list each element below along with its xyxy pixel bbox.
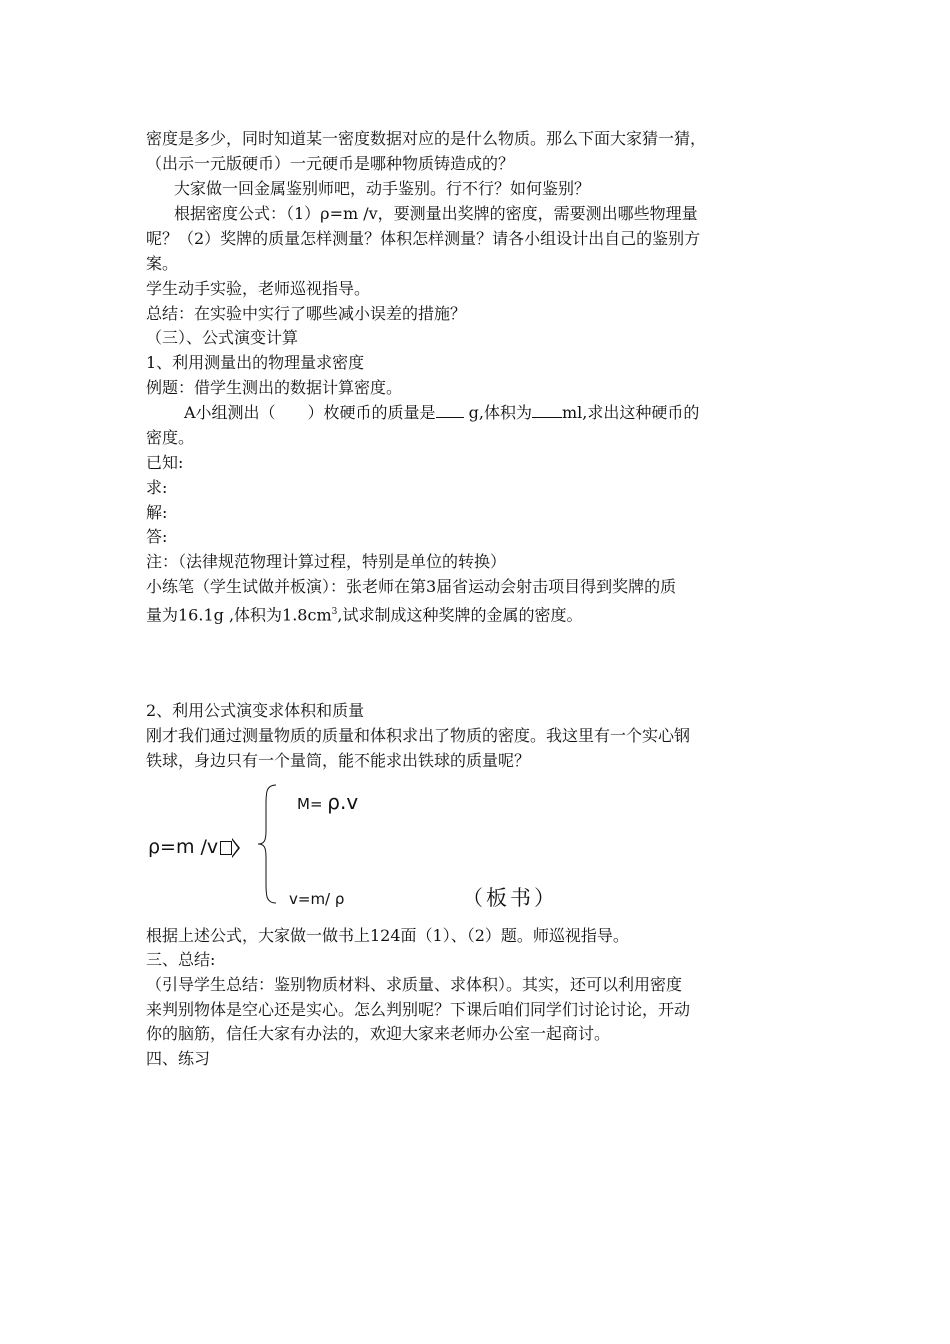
text-line: 铁球，身边只有一个量筒，能不能求出铁球的质量呢？: [146, 751, 531, 770]
text-line: 答:: [146, 527, 168, 546]
blank-line: [436, 403, 464, 418]
section-heading: 三、总结:: [146, 950, 216, 969]
volume-formula: v=m/ ρ: [289, 890, 345, 908]
text-line: （出示一元版硬币）一元硬币是哪种物质铸造成的？: [146, 154, 515, 173]
practice-line: [146, 600, 582, 627]
superscript: 3: [331, 607, 338, 617]
text-line: 已知:: [146, 453, 184, 472]
subheading: 1、利用测量出的物理量求密度: [146, 353, 365, 372]
example-line: [184, 401, 699, 425]
text-line: 来判别物体是空心还是实心。怎么判别呢？下课后咱们同学们讨论讨论，开动: [146, 1000, 691, 1019]
text-line: （引导学生总结：鉴别物质材料、求质量、求体积）。其实，还可以利用密度: [146, 975, 683, 994]
text-line: 解:: [146, 503, 168, 522]
arrow-icon: [220, 841, 232, 855]
text-line: 刚才我们通过测量物质的质量和体积求出了物质的密度。我这里有一个实心钢: [146, 726, 691, 745]
mass-formula-prefix: M=: [297, 795, 323, 813]
mass-formula: [297, 790, 358, 814]
text-line: 密度。: [146, 428, 195, 447]
section-heading: （三）、公式演变计算: [146, 328, 299, 347]
text-line: 根据密度公式：（1）ρ=m /v，要测量出奖牌的密度，需要测出哪些物理量: [174, 204, 698, 223]
example-part: g,体积为: [463, 403, 532, 422]
formula-main-text: ρ=m /v: [148, 836, 219, 858]
text-line: 例题：借学生测出的数据计算密度。: [146, 378, 403, 397]
rho-symbol: ρ: [327, 790, 340, 814]
example-part: A小组测出（ ）枚硬币的质量是: [184, 403, 436, 422]
practice-part: ,试求制成这种奖牌的金属的密度。: [337, 605, 583, 625]
subheading: 2、利用公式演变求体积和质量: [146, 701, 365, 720]
text-line: 学生动手实验，老师巡视指导。: [146, 279, 371, 298]
text-line: 密度是多少，同时知道某一密度数据对应的是什么物质。那么下面大家猜一猜，: [146, 129, 707, 148]
text-line: 注：（法律规范物理计算过程，特别是单位的转换）: [146, 552, 507, 571]
density-formula: [148, 836, 232, 858]
text-line: 小练笔（学生试做并板演）：张老师在第3届省运动会射击项目得到奖牌的质: [146, 577, 677, 596]
blackboard-note: （板书）: [462, 886, 558, 910]
mass-formula-suffix: .v: [340, 790, 359, 814]
text-line: 呢？（2）奖牌的质量怎样测量？体积怎样测量？请各小组设计出自己的鉴别方: [146, 229, 701, 248]
text-line: 总结：在实验中实行了哪些减小误差的措施？: [146, 304, 467, 323]
section-heading: 四、练习: [146, 1049, 211, 1068]
practice-part: 量为16.1g ,体积为1.8cm: [146, 605, 332, 625]
text-line: 案。: [146, 254, 179, 273]
text-line: 你的脑筋，信任大家有办法的，欢迎大家来老师办公室一起商讨。: [146, 1024, 611, 1043]
blank-line: [532, 403, 562, 418]
brace-icon: [254, 783, 278, 905]
text-line: 求:: [146, 478, 168, 497]
example-part: ml,求出这种硬币的: [561, 403, 700, 422]
text-line: 根据上述公式，大家做一做书上124面（1）、（2）题。师巡视指导。: [146, 926, 629, 945]
text-line: 大家做一回金属鉴别师吧，动手鉴别。行不行？如何鉴别？: [174, 179, 591, 198]
